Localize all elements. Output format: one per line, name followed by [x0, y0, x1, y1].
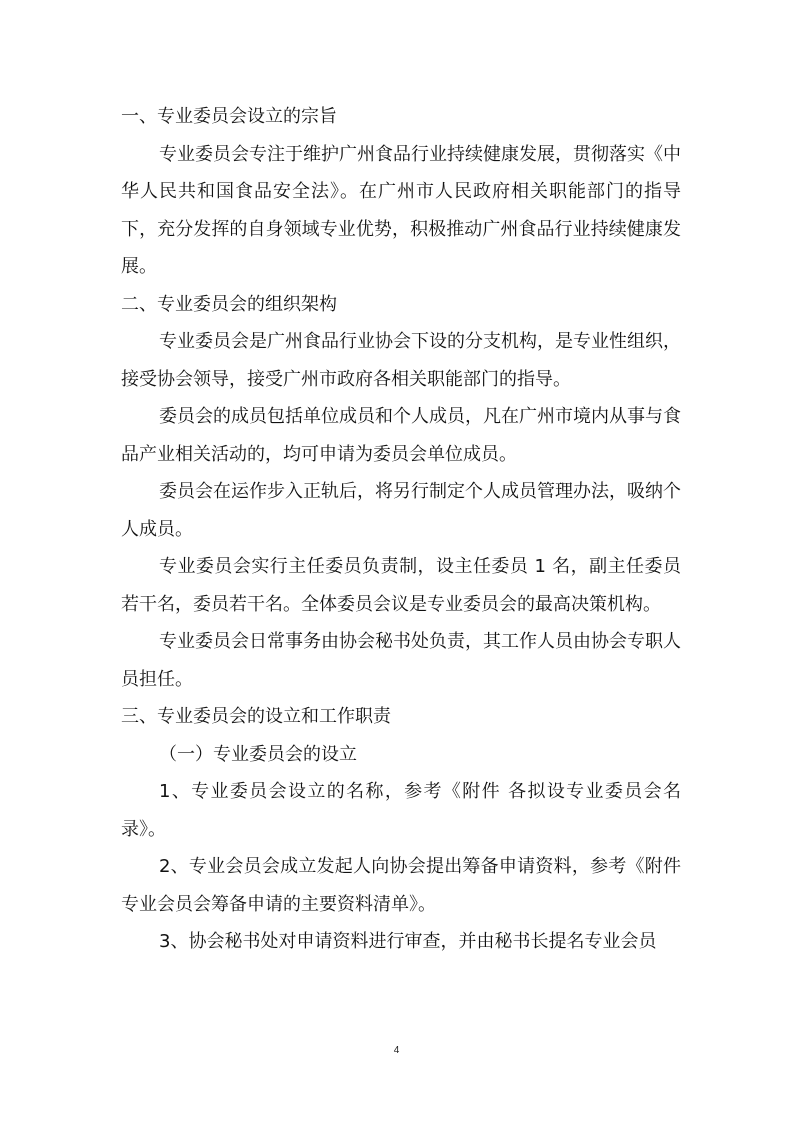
paragraph-structure: 专业委员会是广州食品行业协会下设的分支机构，是专业性组织，接受协会领导，接受广州市政府各相关职能部门的指导。 [121, 331, 681, 390]
paragraph-individual-members: 委员会在运作步入正轨后，将另行制定个人成员管理办法，吸纳个人成员。 [121, 481, 681, 540]
list-item-2: 2、专业会员会成立发起人向协会提出筹备申请资料，参考《附件 专业会员会筹备申请的主要资料清单》。 [121, 856, 681, 915]
paragraph-director-system: 专业委员会实行主任委员负责制，设主任委员 1 名，副主任委员若干名，委员若干名。全体委员会议是专业委员会的最高决策机构。 [121, 556, 681, 615]
document-body [121, 98, 681, 961]
subsection-heading-1: （一）专业委员会的设立 [159, 743, 357, 765]
section-heading-2: 二、专业委员会的组织架构 [121, 293, 337, 315]
section-heading-1: 一、专业委员会设立的宗旨 [121, 106, 337, 127]
list-item-3: 3、协会秘书处对申请资料进行审查，并由秘书长提名专业会员 [159, 931, 657, 952]
paragraph-purpose: 专业委员会专注于维护广州食品行业持续健康发展，贯彻落实《中华人民共和国食品安全法》。在广州市人民政府相关职能部门的指导下，充分发挥的自身领域专业优势，积极推动广州食品行业持续健康发展。 [121, 143, 681, 277]
paragraph-members: 委员会的成员包括单位成员和个人成员，凡在广州市境内从事与食品产业相关活动的，均可申请为委员会单位成员。 [121, 406, 681, 465]
list-item-1: 1、专业委员会设立的名称，参考《附件 各拟设专业委员会名录》。 [121, 781, 681, 840]
page-number: 4 [393, 1045, 400, 1056]
paragraph-daily-affairs: 专业委员会日常事务由协会秘书处负责，其工作人员由协会专职人员担任。 [121, 631, 681, 690]
section-heading-3: 三、专业委员会的设立和工作职责 [121, 706, 391, 727]
